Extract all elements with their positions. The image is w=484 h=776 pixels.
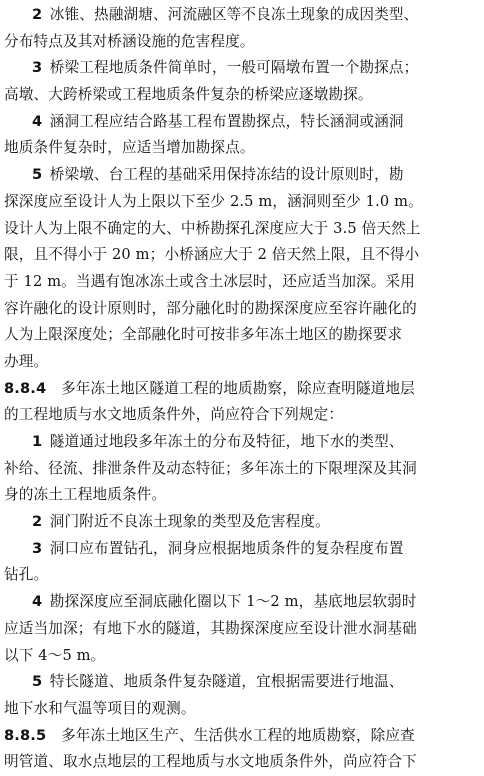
clause-line: [4, 109, 480, 136]
line-text: 补给、径流、排泄条件及动态特征；多年冻土的下限埋深及其洞: [4, 459, 417, 477]
text-line: [4, 482, 480, 509]
text-line: [4, 643, 480, 670]
clause-number: 8.8.5: [4, 726, 47, 744]
text-line: [4, 296, 480, 323]
clause-number: 3: [32, 59, 43, 77]
clause-line: [4, 589, 480, 616]
line-text: 高墩、大跨桥梁或工程地质条件复杂的桥梁应逐墩勘探。: [4, 86, 373, 104]
line-text: 多年冻土地区隧道工程的地质勘察，除应查明隧道地层: [61, 379, 415, 397]
line-text: 洞门附近不良冻土现象的类型及危害程度。: [49, 513, 330, 531]
text-line: [4, 322, 480, 349]
line-text: 桥梁墩、台工程的基础采用保持冻结的设计原则时，勘: [49, 166, 404, 184]
text-line: [4, 696, 480, 723]
clause-number: 4: [32, 112, 43, 130]
text-line: [4, 349, 480, 376]
clause-line: [4, 669, 480, 696]
line-text: 隧道通过地段多年冻土的分布及特征，地下水的类型、: [49, 433, 404, 450]
text-line: [4, 242, 480, 269]
line-text: 身的冻土工程地质条件。: [4, 486, 167, 504]
line-text: 特长隧道、地质条件复杂隧道，宜根据需要进行地温、: [49, 673, 404, 691]
clause-number: 5: [32, 673, 43, 691]
line-text: 勘探深度应至洞底融化圈以下 1～2 m，基底地层软弱时: [49, 593, 417, 611]
line-text: 探深度应至设计人为上限以下至少 2.5 m，涵洞则至少 1.0 m。: [4, 192, 423, 210]
line-text: 人为上限深度处；全部融化时可按非多年冻土地区的勘探要求: [4, 326, 403, 344]
line-text: 涵洞工程应结合路基工程布置勘探点，特长涵洞或涵洞: [49, 112, 404, 130]
clause-line: [4, 536, 480, 563]
line-text: 分布特点及其对桥涵设施的危害程度。: [4, 32, 255, 50]
text-line: [4, 456, 480, 483]
clause-number: 3: [32, 539, 43, 557]
clause-number: 1: [32, 433, 43, 450]
text-line: [4, 616, 480, 643]
text-line: [4, 269, 480, 296]
line-text: 设计人为上限不确定的大、中桥勘探孔深度应大于 3.5 倍天然上: [4, 219, 421, 237]
line-text: 桥梁工程地质条件简单时，一般可隔墩布置一个勘探点；: [49, 59, 419, 77]
line-text: 于 12 m。当遇有饱冰冻土或含土冰层时，还应适当加深。采用: [4, 272, 416, 290]
line-text: 以下 4～5 m。: [4, 646, 106, 664]
line-text: 多年冻土地区生产、生活供水工程的地质勘察，除应查: [61, 726, 415, 744]
text-line: [4, 135, 480, 162]
line-text: 地下水和气温等项目的观测。: [4, 699, 196, 717]
clause-number: 2: [32, 6, 43, 23]
clause-line: [4, 2, 480, 29]
clause-line: [4, 55, 480, 82]
text-line: [4, 749, 480, 776]
clause-number: 4: [32, 593, 43, 611]
text-line: [4, 562, 480, 589]
line-text: 洞口应布置钻孔，洞身应根据地质条件的复杂程度布置: [49, 539, 404, 557]
text-line: [4, 189, 480, 216]
clause-line: [4, 376, 480, 403]
clause-number: 2: [32, 513, 43, 531]
text-line: [4, 29, 480, 56]
clause-line: [4, 509, 480, 536]
line-text: 办理。: [4, 352, 49, 370]
line-text: 地质条件复杂时，应适当增加勘探点。: [4, 139, 255, 157]
line-text: 明管道、取水点地层的工程地质与水文地质条件外，尚应符合下: [4, 753, 417, 771]
line-text: 应适当加深；有地下水的隧道，其勘探深度应至设计泄水洞基础: [4, 619, 417, 637]
text-line: [4, 216, 480, 243]
line-text: 容许融化的设计原则时，部分融化时的勘探深度应至容许融化的: [4, 299, 417, 317]
text-line: [4, 82, 480, 109]
line-text: 的工程地质与水文地质条件外，尚应符合下列规定：: [4, 406, 344, 424]
clause-number: 8.8.4: [4, 379, 47, 397]
line-text: 钻孔。: [4, 566, 49, 584]
clause-line: [4, 429, 480, 456]
clause-line: [4, 162, 480, 189]
line-text: 冰锥、热融湖塘、河流融区等不良冻土现象的成因类型、: [49, 6, 419, 23]
clause-line: [4, 723, 480, 750]
line-text: 限，且不得小于 20 m；小桥涵应大于 2 倍天然上限，且不得小: [4, 246, 420, 264]
clause-number: 5: [32, 166, 43, 184]
text-line: [4, 402, 480, 429]
